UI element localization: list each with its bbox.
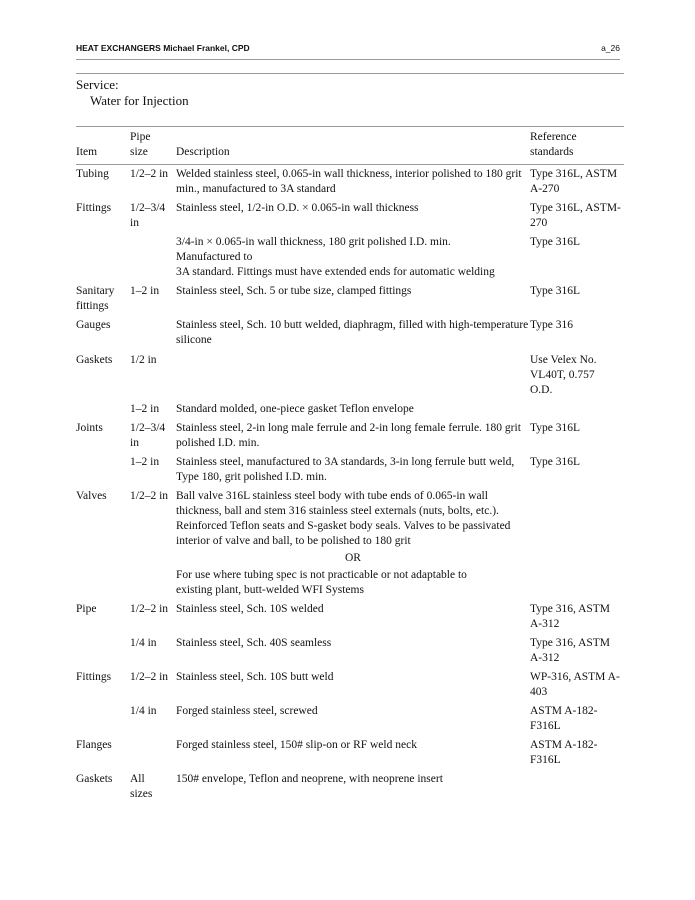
cell-reference: Type 316L <box>530 456 580 468</box>
cell-item: Joints <box>76 422 103 434</box>
cell-size: 1/2–3/4 in <box>130 202 166 229</box>
cell-description: Stainless steel, Sch. 5 or tube size, clamped fittings <box>176 285 412 297</box>
cell-description <box>176 235 530 280</box>
cell-description: 150# envelope, Teflon and neoprene, with neoprene insert <box>176 773 443 785</box>
header-size-line2: size <box>130 146 148 158</box>
cell-size: 1/2–2 in <box>130 671 169 683</box>
service-rule <box>76 73 624 74</box>
cell-item: Fittings <box>76 671 112 683</box>
cell-description: Stainless steel, Sch. 10S butt weld <box>176 671 334 683</box>
cell-size: 1–2 in <box>130 403 160 415</box>
cell-reference: WP-316, ASTM A-403 <box>530 671 620 698</box>
table-row <box>76 167 624 197</box>
cell-size: 1–2 in <box>130 456 160 468</box>
cell-description: Forged stainless steel, screwed <box>176 705 318 717</box>
table-row <box>76 568 624 598</box>
cell-size: 1/4 in <box>130 705 157 717</box>
cell-item: Sanitary fittings <box>76 285 115 312</box>
table-row <box>76 284 624 314</box>
cell-reference: Use Velex No. VL40T, 0.757 O.D. <box>530 354 597 396</box>
cell-reference: Type 316, ASTM A-312 <box>530 603 611 630</box>
cell-size: 1/2–2 in <box>130 168 169 180</box>
table-body <box>76 167 624 806</box>
header-ref-line1: Reference <box>530 131 577 143</box>
table-row <box>76 353 624 398</box>
cell-item: Valves <box>76 490 107 502</box>
table-row <box>76 738 624 768</box>
cell-item: Fittings <box>76 202 112 214</box>
cell-reference: Type 316L, ASTM A-270 <box>530 168 618 195</box>
cell-size: 1/4 in <box>130 637 157 649</box>
cell-description: Stainless steel, Sch. 10 butt welded, diaphragm, filled with high-temperature silicone <box>176 319 529 346</box>
cell-description: For use where tubing spec is not practicable or not adaptable to existing plant, butt-welded WFI Systems <box>176 569 467 596</box>
running-title: HEAT EXCHANGERS Michael Frankel, CPD <box>76 43 250 53</box>
table-row <box>76 455 624 485</box>
cell-reference: Type 316L <box>530 422 580 434</box>
table-header-row <box>76 130 624 160</box>
cell-item: Gauges <box>76 319 111 331</box>
header-size <box>130 130 176 160</box>
cell-size: 1/2 in <box>130 354 157 366</box>
cell-size: 1/2–2 in <box>130 490 169 502</box>
cell-description-line: 3/4-in × 0.065-in wall thickness, 180 grit polished I.D. min. Manufactured to <box>176 236 451 263</box>
running-header <box>76 43 620 59</box>
header-item <box>76 130 130 160</box>
cell-item: Tubing <box>76 168 109 180</box>
header-size-line1: Pipe <box>130 131 151 143</box>
cell-reference: Type 316L <box>530 285 580 297</box>
cell-size: 1–2 in <box>130 285 160 297</box>
table-row <box>76 551 624 566</box>
cell-description: Standard molded, one-piece gasket Teflon envelope <box>176 403 414 415</box>
table-row <box>76 670 624 700</box>
table-row <box>76 201 624 231</box>
header-desc-line2: Description <box>176 146 230 158</box>
cell-reference: ASTM A-182-F316L <box>530 739 598 766</box>
cell-description-or: OR <box>345 552 361 564</box>
cell-description: Ball valve 316L stainless steel body with tube ends of 0.065-in wall thickness, ball and stem 316 stainless steel externals (nuts, bolts, etc.). Reinforced Teflon seats and S-gasket body seals. Valves to be passivated interior of valve and ball, to be polished to 180 grit <box>176 490 511 547</box>
table-row <box>76 489 624 549</box>
cell-description: Stainless steel, Sch. 10S welded <box>176 603 324 615</box>
table-row <box>76 402 624 417</box>
page-id: a_26 <box>601 43 620 53</box>
table-row <box>76 602 624 632</box>
header-item-line2: Item <box>76 146 98 158</box>
cell-description: Forged stainless steel, 150# slip-on or RF weld neck <box>176 739 417 751</box>
cell-description: Stainless steel, 1/2-in O.D. × 0.065-in wall thickness <box>176 202 419 214</box>
table-row <box>76 421 624 451</box>
cell-item: Pipe <box>76 603 97 615</box>
cell-item: Gaskets <box>76 773 113 785</box>
cell-reference: Type 316 <box>530 319 573 331</box>
cell-size: All sizes <box>130 773 153 800</box>
cell-item: Flanges <box>76 739 112 751</box>
service-label: Service: <box>76 77 119 92</box>
cell-description-line: 3A standard. Fittings must have extended ends for automatic welding <box>176 266 495 278</box>
table-row <box>76 636 624 666</box>
cell-description: Stainless steel, 2-in long male ferrule and 2-in long female ferrule. 180 grit polished I.D. min. <box>176 422 521 449</box>
cell-size: 1/2–2 in <box>130 603 169 615</box>
table-header <box>76 130 624 160</box>
header-reference <box>530 130 624 160</box>
cell-item: Gaskets <box>76 354 113 366</box>
table-row <box>76 235 624 280</box>
cell-description: Stainless steel, Sch. 40S seamless <box>176 637 332 649</box>
header-ref-line2: standards <box>530 146 574 158</box>
table-row <box>76 772 624 802</box>
cell-reference: Type 316L <box>530 236 580 248</box>
cell-reference: Type 316L, ASTM-270 <box>530 202 621 229</box>
cell-description: Welded stainless steel, 0.065-in wall thickness, interior polished to 180 grit min., manufactured to 3A standard <box>176 168 522 195</box>
table-header-rule <box>76 164 624 165</box>
cell-size: 1/2–3/4 in <box>130 422 166 449</box>
cell-reference: ASTM A-182-F316L <box>530 705 598 732</box>
header-rule <box>76 59 620 60</box>
service-value: Water for Injection <box>90 93 189 108</box>
cell-description: Stainless steel, manufactured to 3A standards, 3-in long ferrule butt weld, Type 180, grit polished I.D. min. <box>176 456 515 483</box>
header-description <box>176 130 530 160</box>
table-row <box>76 318 624 348</box>
table-row <box>76 704 624 734</box>
cell-reference: Type 316, ASTM A-312 <box>530 637 611 664</box>
table-top-rule <box>76 126 624 127</box>
